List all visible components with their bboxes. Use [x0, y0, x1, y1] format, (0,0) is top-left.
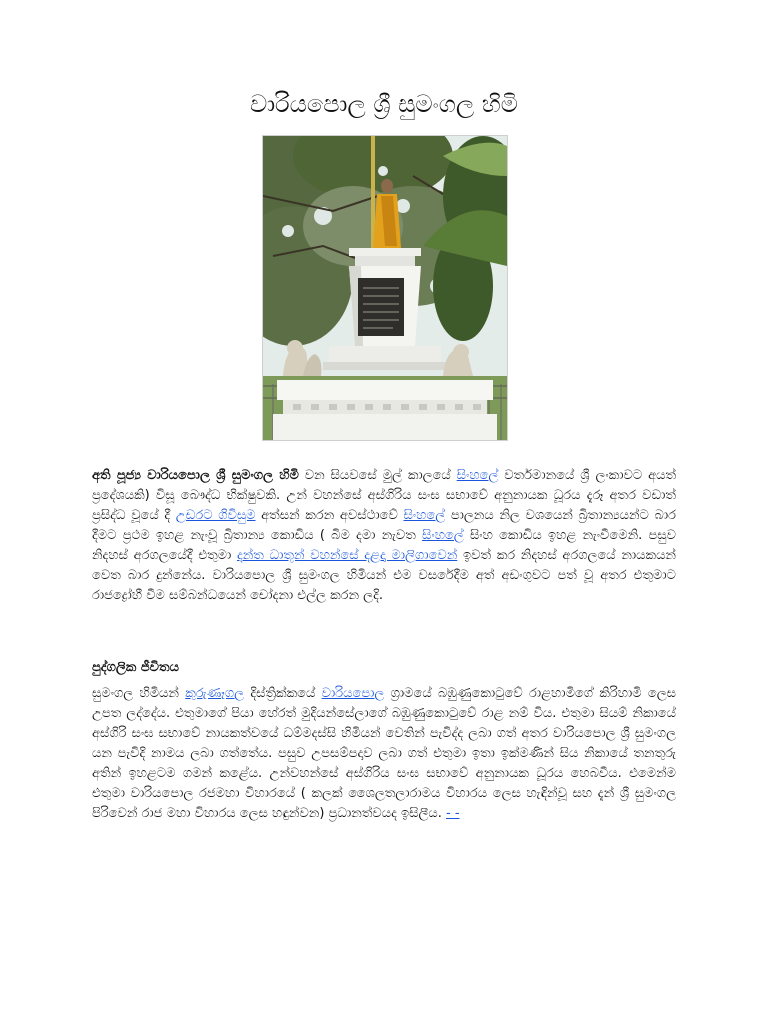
personal-life-paragraph	[92, 684, 676, 824]
link-more[interactable]: - -	[446, 806, 460, 821]
link-sinhale[interactable]: සිංහලේ	[422, 528, 464, 543]
page-title: වාරියපොල ශ්‍රී සුමංගල හිමි	[250, 90, 518, 118]
statue-photo	[262, 135, 508, 441]
intro-text: වන සියවසේ මුල් කාලයේ	[298, 468, 457, 483]
link-sinhale[interactable]: සිංහලේ	[456, 468, 499, 483]
intro-text: අත්සන් කරන අවස්ථාවේ	[255, 508, 404, 523]
section-text: සුමංගල හිමියන්	[92, 686, 186, 701]
intro-paragraph	[92, 466, 676, 606]
link-temple-of-tooth[interactable]: දන්ත ධාතූන් වහන්සේ දළදා මාලිගාවෙන්	[236, 548, 458, 563]
link-kandyan-convention[interactable]: උඩරට ගිවිසුම	[175, 508, 256, 523]
intro-text: ඉවත් කර නිදහස් අරගලයේ නායකයන් වෙත බාර දුන්නේය. වාරියපොල ශ්‍රී සුමංගල හිමියන් එම වසරේදීම අත් අඩංගුවට පත් වූ අතර එතුමාට රාජද්‍රෝහී වීම සම්බන්ධයෙන් චෝදනා එල්ල කරන ලදි.	[92, 548, 676, 603]
section-text: දිස්ත්‍රික්කයේ	[244, 686, 322, 701]
section-text: ග්‍රාමයේ බඹුණුකොටුවේ රාළහාමිගේ කිරිහාමි ලෙස උපත ලද්දේය. එතුමාගේ පියා හේරත් මුදියන්සේලාගේ බඹුණුකොටුවේ රාළ නම් විය. එතුමා සියම් නිකායේ අස්ගිරි සංඝ සභාවේ නායකත්වයේ ධම්මදස්සි හිමියන් වෙතින් පැවිද්ද ලබා ගත් අතර වාරියපොල ශ්‍රී සුමංගල යන පැවිදි නාමය ලබා ගත්තේය. පසුව උපසම්පදාව ලබා ගත් එතුමා ඉතා ඉක්මණින් සිය නිකායේ තනතුරු අතින් ඉහළටම ගමන් කළේය. උන්වහන්සේ අස්ගිරිය සංඝ සභාවේ අනුනායක ධූරය හෙබවීය. එමෙන්ම එතුමා වාරියපොල රජමහා විහාරයේ ( කලක් ශෛලතලාරාමය විහාරය ලෙස හැඳින්වූ සහ දැන් ශ්‍රී සුමංගල පිරිවෙන් රාජ මහා විහාරය ලෙස හඳුන්වන) ප්‍රධානත්වයද ඉසිලීය.	[92, 686, 676, 821]
subject-name: අති පූජ්‍ය වාරියපොල ශ්‍රී සුමංගල හිමි	[92, 468, 299, 483]
intro-text: පාලනය නිල වශයෙන් බ්‍රිතාන්‍යයන්ට බාර දීමට ප්‍රථම ඉහළ නැංවූ බ්‍රිතාන්‍ය කොඩිය ( බිම දමා නැවත	[92, 508, 676, 543]
section-heading-personal-life: පුද්ගලික ජීවිතය	[92, 660, 179, 675]
intro-text: වර්තමානයේ ශ්‍රී ලංකාවට අයත් ප්‍රදේශයකි) විසූ බෞද්ධ භික්ෂුවකි. උන් වහන්සේ අස්ගිරිය සංඝ සභාවේ අනුනායක ධූරය දැරූ අතර වඩාත් ප්‍රසිද්ධ වූයේ දී	[92, 468, 676, 523]
link-wariyapola[interactable]: වාරියපොල	[321, 686, 385, 701]
link-sinhale[interactable]: සිංහලේ	[403, 508, 446, 523]
link-kurunegala[interactable]: කුරුණෑගල	[185, 686, 245, 701]
intro-text: සිංහ කොඩිය ඉහළ නැංවීමෙනි. පසුව නිදහස් අරගලයේදී එතුමා	[92, 528, 676, 563]
